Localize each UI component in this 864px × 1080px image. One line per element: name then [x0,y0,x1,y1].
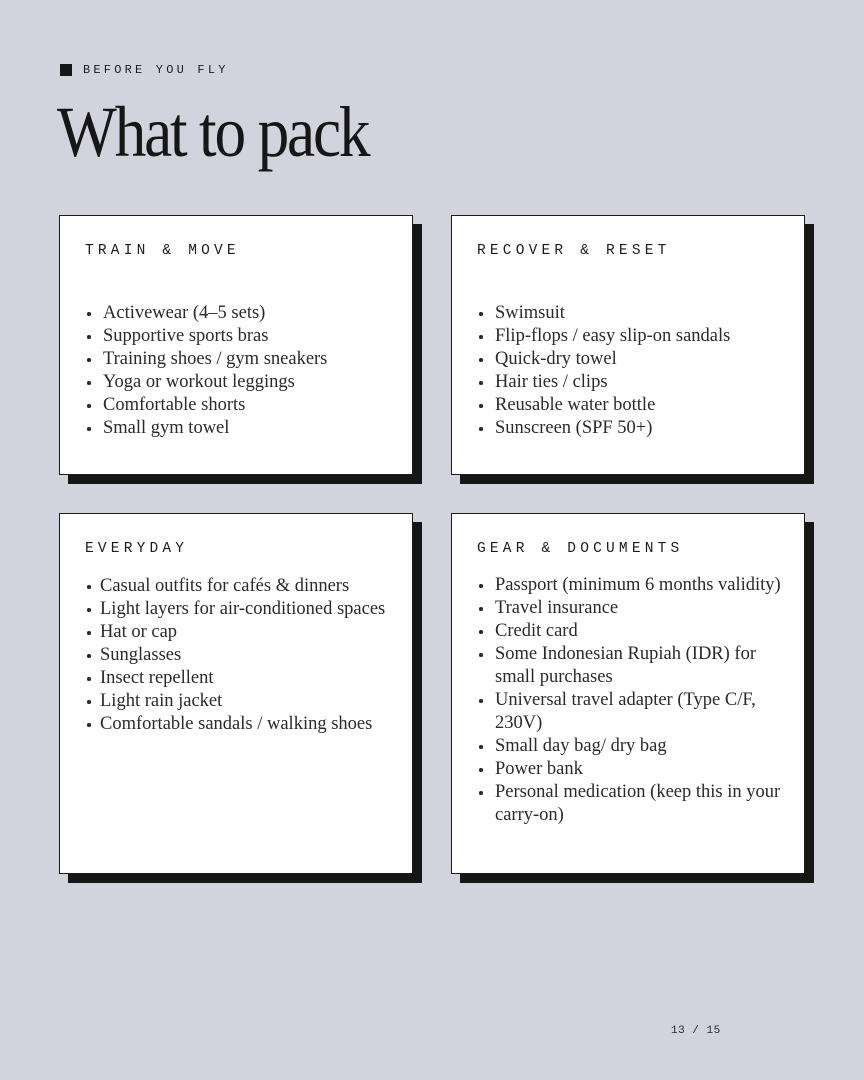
list-item: Small day bag/ dry bag [477,735,786,758]
list-item: Some Indonesian Rupiah (IDR) for small purchases [477,643,786,689]
list-item: Sunglasses [85,644,394,667]
list-item: Light layers for air-conditioned spaces [85,598,394,621]
list-item: Quick-dry towel [477,348,786,371]
list-item: Passport (minimum 6 months validity) [477,574,786,597]
card-heading: GEAR & DOCUMENTS [477,541,684,557]
packing-list [85,575,394,736]
list-item: Activewear (4–5 sets) [85,302,394,325]
list-item: Comfortable shorts [85,394,394,417]
card-heading: TRAIN & MOVE [85,243,240,259]
list-item: Flip-flops / easy slip-on sandals [477,325,786,348]
section-eyebrow [60,63,229,77]
packing-list [477,302,786,440]
list-item: Casual outfits for cafés & dinners [85,575,394,598]
list-item: Yoga or workout leggings [85,371,394,394]
square-bullet-icon [60,64,72,76]
list-item: Swimsuit [477,302,786,325]
list-item: Supportive sports bras [85,325,394,348]
list-item: Travel insurance [477,597,786,620]
list-item: Hair ties / clips [477,371,786,394]
card-heading: RECOVER & RESET [477,243,671,259]
list-item: Personal medication (keep this in your carry-on) [477,781,786,827]
list-item: Comfortable sandals / walking shoes [85,713,394,736]
list-item: Credit card [477,620,786,643]
list-item: Small gym towel [85,417,394,440]
page-title: What to pack [57,92,369,172]
eyebrow-label: BEFORE YOU FLY [83,63,229,77]
list-item: Hat or cap [85,621,394,644]
card-recover-and-reset [451,215,805,475]
card-everyday [59,513,413,874]
page-number: 13 / 15 [671,1025,721,1037]
list-item: Sunscreen (SPF 50+) [477,417,786,440]
list-item: Reusable water bottle [477,394,786,417]
list-item: Training shoes / gym sneakers [85,348,394,371]
list-item: Light rain jacket [85,690,394,713]
list-item: Universal travel adapter (Type C/F, 230V) [477,689,786,735]
packing-list [85,302,394,440]
packing-list [477,574,786,827]
list-item: Insect repellent [85,667,394,690]
list-item: Power bank [477,758,786,781]
card-heading: EVERYDAY [85,541,189,557]
card-gear-and-documents [451,513,805,874]
card-train-and-move [59,215,413,475]
